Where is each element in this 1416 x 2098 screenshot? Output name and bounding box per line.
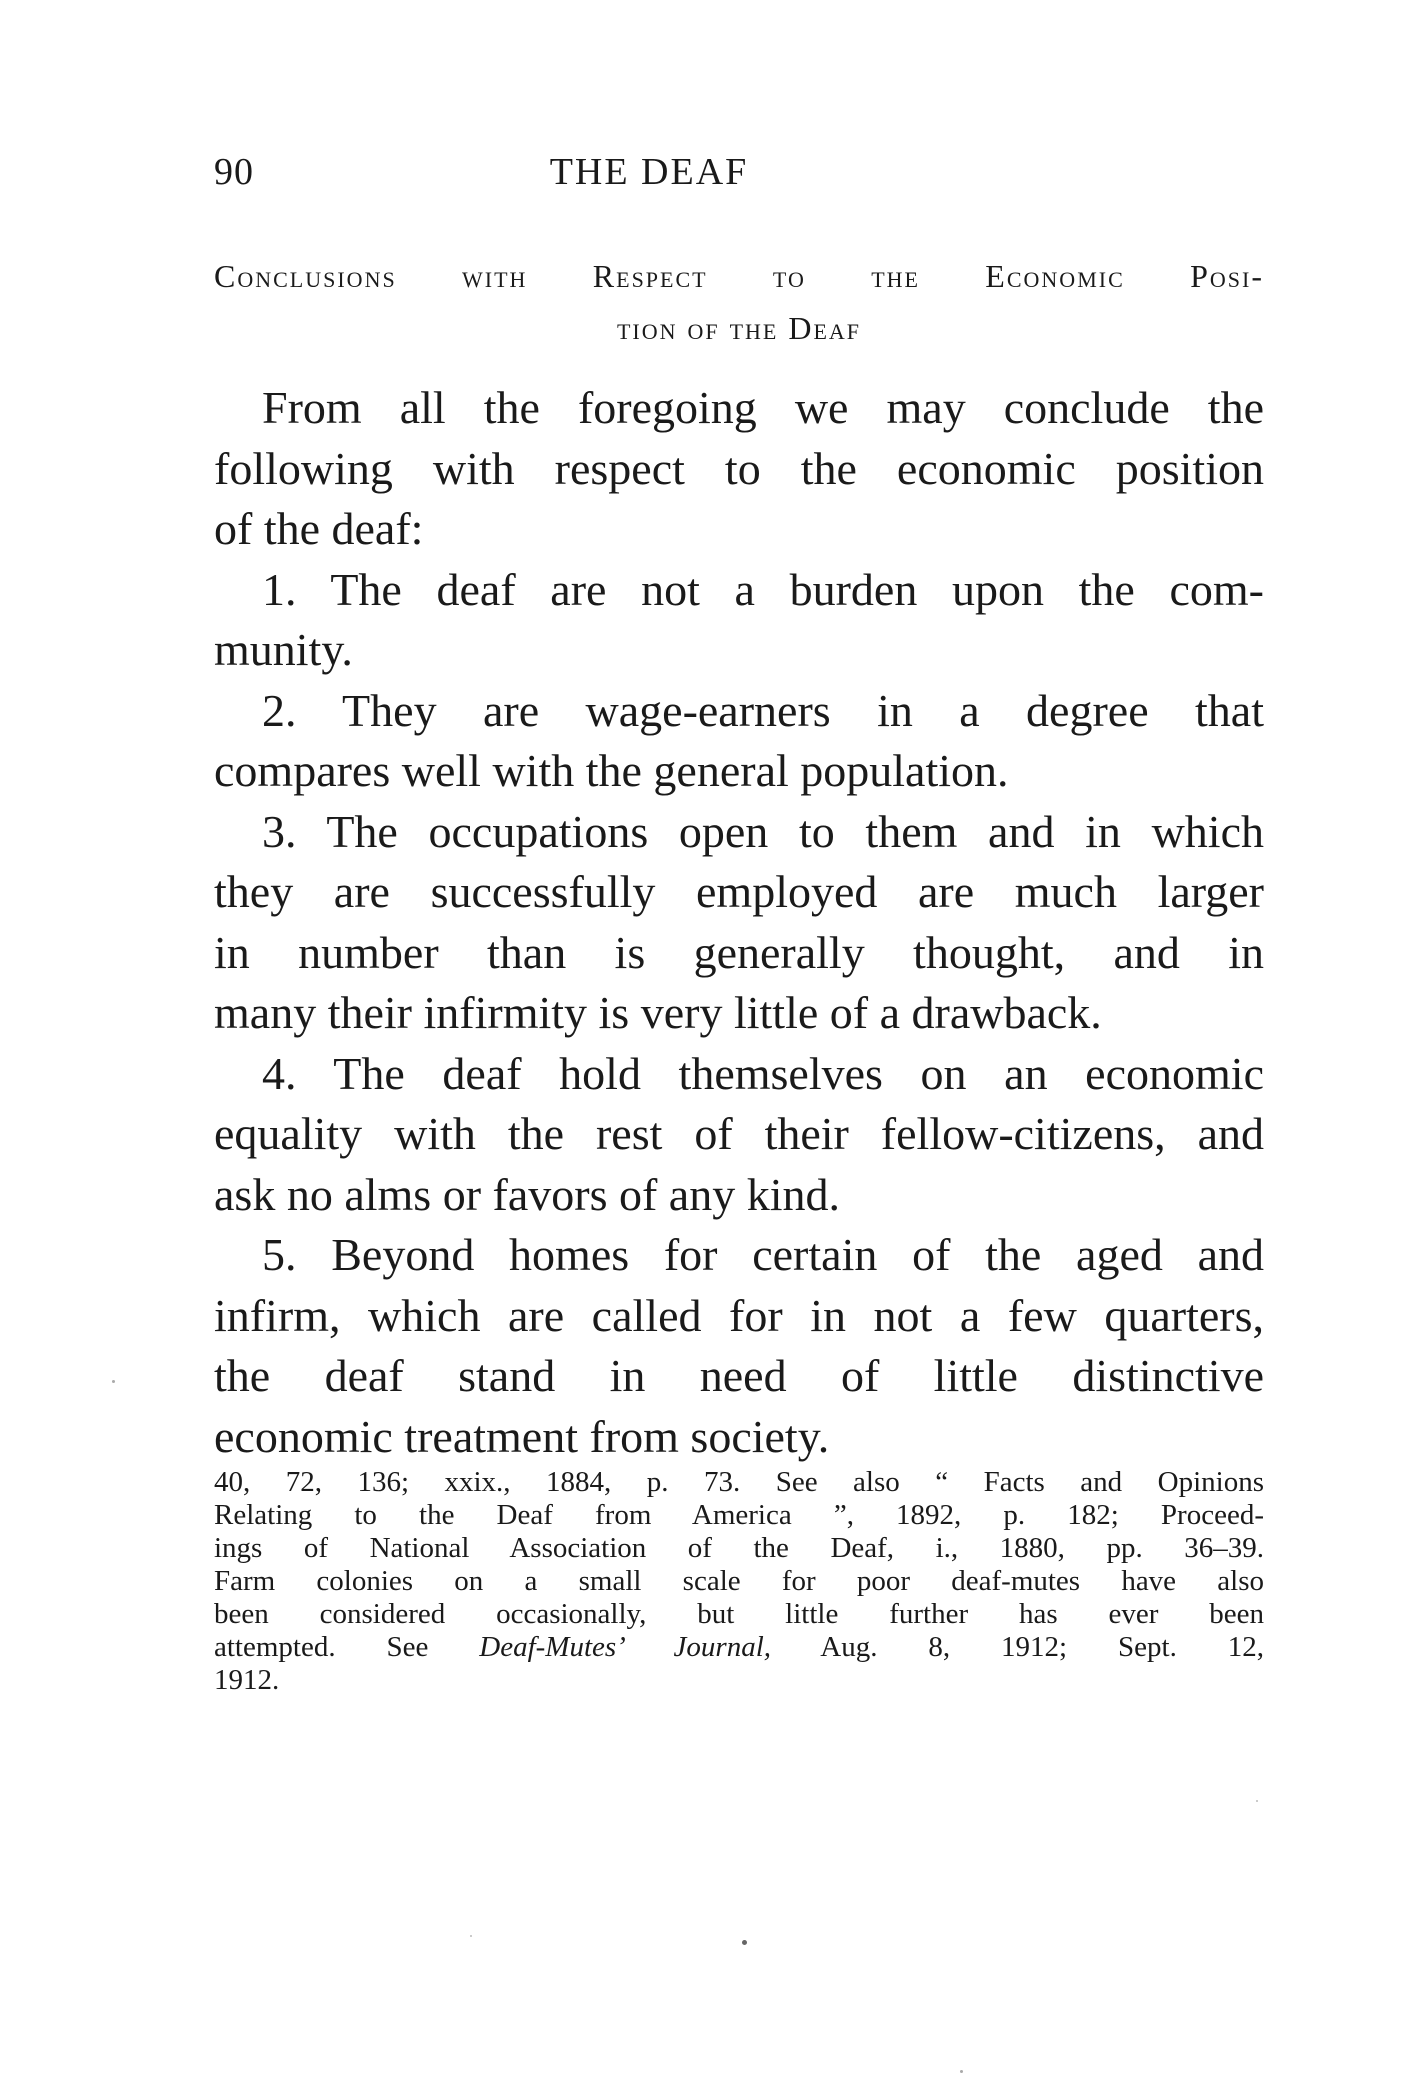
footnote-text: Aug. 8, 1912; Sept. 12,: [771, 1631, 1264, 1663]
body-line: From all the foregoing we may conclude the: [262, 382, 1264, 433]
running-head: [214, 150, 1264, 210]
body-line: many their infirmity is very little of a drawback.: [214, 987, 1102, 1038]
body-line: following with respect to the economic position: [214, 442, 1264, 494]
footnote-line: been considered occasionally, but little further has ever been: [214, 1598, 1264, 1630]
footnote-line: 40, 72, 136; xxix., 1884, p. 73. See also “ Facts and Opinions: [214, 1466, 1264, 1498]
body-text: [214, 378, 1264, 1467]
body-line: economic treatment from society.: [214, 1410, 830, 1462]
body-line: munity.: [214, 624, 353, 675]
body-line: of the deaf:: [214, 503, 424, 554]
journal-title: Deaf-Mutes’ Journal,: [479, 1631, 771, 1663]
body-line: ask no alms or favors of any kind.: [214, 1168, 840, 1220]
body-line: compares well with the general population.: [214, 745, 1009, 796]
footnote-line: Relating to the Deaf from America ”, 1892, p. 182; Proceed-: [214, 1499, 1264, 1531]
body-line: infirm, which are called for in not a few quarters,: [214, 1289, 1264, 1341]
scan-speck: [112, 1380, 115, 1383]
scan-speck: [742, 1940, 747, 1945]
section-heading-line-1: Conclusions with Respect to the Economic Posi-: [214, 258, 1264, 294]
body-line: 5. Beyond homes for certain of the aged and: [262, 1229, 1264, 1280]
scan-speck: [470, 1935, 472, 1937]
scan-speck: [960, 2070, 963, 2073]
footnote: [214, 1466, 1264, 1697]
body-line: in number than is generally thought, and in: [214, 926, 1264, 978]
body-line: 2. They are wage-earners in a degree that: [262, 684, 1264, 736]
body-line: they are successfully employed are much larger: [214, 866, 1264, 917]
footnote-line: 1912.: [214, 1664, 280, 1696]
footnote-line-italic-citation: [214, 1631, 1264, 1664]
body-line: 4. The deaf hold themselves on an economic: [262, 1047, 1264, 1099]
body-line: 1. The deaf are not a burden upon the com-: [262, 563, 1264, 615]
section-heading-line-2: tion of the Deaf: [616, 310, 862, 346]
body-line: the deaf stand in need of little distinctive: [214, 1350, 1264, 1401]
footnote-line: ings of National Association of the Deaf, i., 1880, pp. 36–39.: [214, 1532, 1264, 1564]
page-number: 90: [214, 151, 254, 193]
footnote-text: attempted. See: [214, 1631, 480, 1663]
scan-speck: [1256, 1800, 1258, 1802]
body-line: equality with the rest of their fellow-citizens, and: [214, 1108, 1264, 1159]
footnote-line: Farm colonies on a small scale for poor deaf-mutes have also: [214, 1565, 1264, 1597]
section-heading: [214, 250, 1264, 354]
body-line: 3. The occupations open to them and in which: [262, 805, 1264, 857]
running-title: THE DEAF: [549, 151, 749, 193]
